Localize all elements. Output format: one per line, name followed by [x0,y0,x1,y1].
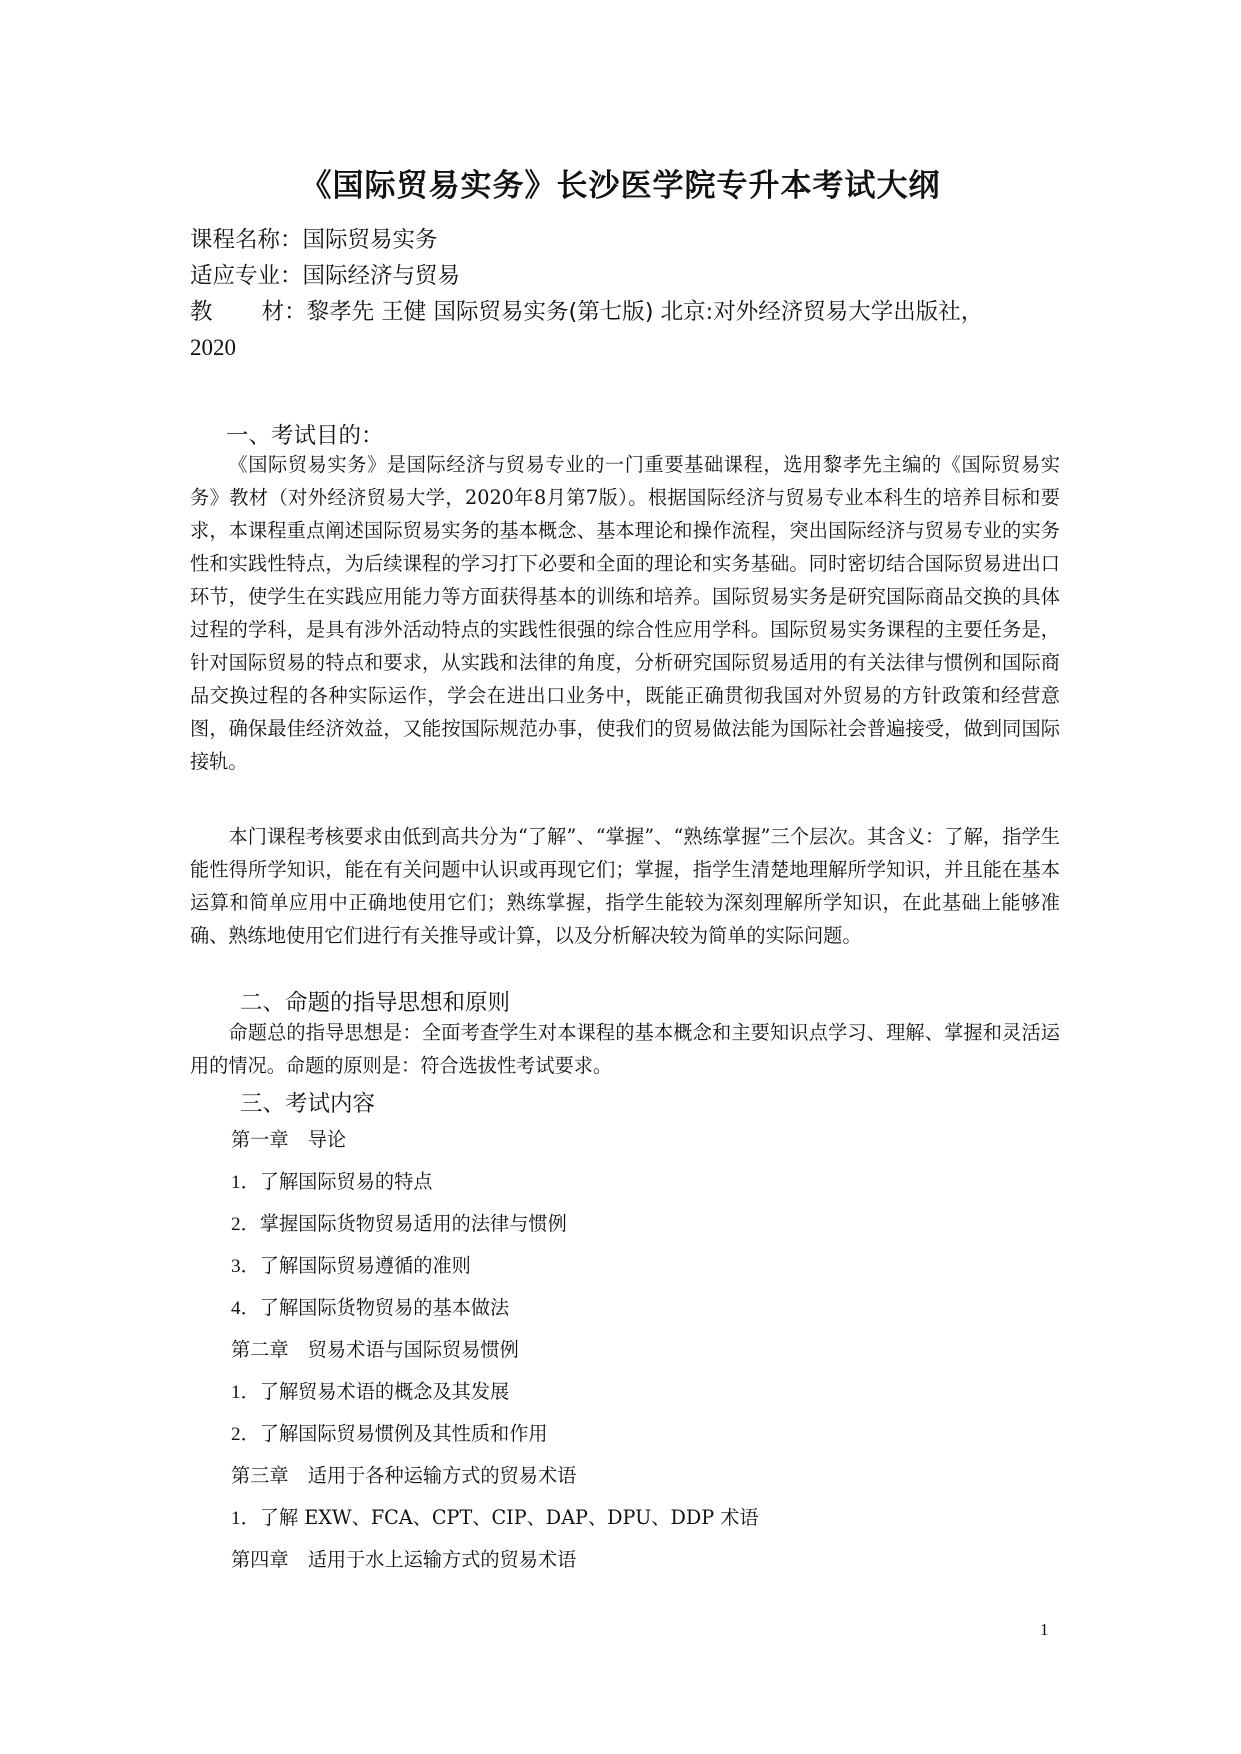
section-heading-content: 三、考试内容 [240,1091,376,1117]
list-item: 2．了解国际贸易惯例及其性质和作用 [231,1422,548,1445]
document-title: 《国际贸易实务》长沙医学院专升本考试大纲 [300,168,941,204]
list-item: 1．了解贸易术语的概念及其发展 [231,1380,510,1403]
major-label: 适应专业： [190,263,303,289]
list-item: 1．了解 EXW、FCA、CPT、CIP、DAP、DPU、DDP 术语 [231,1506,759,1529]
list-item: 1．了解国际贸易的特点 [231,1170,433,1193]
purpose-paragraph: 《国际贸易实务》是国际经济与贸易专业的一门重要基础课程，选用黎孝先主编的《国际贸易实务》教材（对外经济贸易大学，2020年8月第7版）。根据国际经济与贸易专业本科生的培养目标和要求，本课程重点阐述国际贸易实务的基本概念、基本理论和操作流程，突出国际经济与贸易专业的实务性和实践性特点，为后续课程的学习打下必要和全面的理论和实务基础。同时密切结合国际贸易进出口环节，使学生在实践应用能力等方面获得基本的训练和培养。国际贸易实务是研究国际商品交换的具体过程的学科，是具有涉外活动特点的实践性很强的综合性应用学科。国际贸易实务课程的主要任务是，针对国际贸易的特点和要求，从实践和法律的角度，分析研究国际贸易适用的有关法律与惯例和国际商品交换过程的各种实际运作，学会在进出口业务中，既能正确贯彻我国对外贸易的方针政策和经营意图，确保最佳经济效益，又能按国际规范办事，使我们的贸易做法能为国际社会普遍接受，做到同国际接轨。 [190,453,1060,773]
list-item: 3．了解国际贸易遵循的准则 [231,1254,471,1277]
list-item: 2．掌握国际货物贸易适用的法律与惯例 [231,1212,567,1235]
list-item: 4．了解国际货物贸易的基本做法 [231,1296,510,1319]
chapter-3-heading: 第三章 适用于各种运输方式的贸易术语 [231,1464,577,1487]
major-value: 国际经济与贸易 [302,263,461,289]
major-line [190,258,1090,294]
principles-paragraph: 命题总的指导思想是：全面考查学生对本课程的基本概念和主要知识点学习、理解、掌握和灵活运用的情况。命题的原则是：符合选拔性考试要求。 [190,1021,1060,1077]
textbook-value: 黎孝先 王健 国际贸易实务(第七版) 北京:对外经济贸易大学出版社， [306,299,984,325]
chapter-2-heading: 第二章 贸易术语与国际贸易惯例 [231,1338,519,1361]
textbook-label: 教 材： [190,299,307,325]
page-number: 1 [1040,1620,1049,1639]
course-meta [190,222,1090,366]
course-name-label: 课程名称： [190,227,303,253]
course-name-value: 国际贸易实务 [302,227,438,253]
assessment-levels-paragraph: 本门课程考核要求由低到高共分为“了解”、“掌握”、“熟练掌握”三个层次。其含义：了解，指学生能性得所学知识，能在有关问题中认识或再现它们；掌握，指学生清楚地理解所学知识，并且能在基本运算和简单应用中正确地使用它们；熟练掌握，指学生能较为深刻理解所学知识，在此基础上能够准确、熟练地使用它们进行有关推导或计算，以及分析解决较为简单的实际问题。 [190,825,1060,947]
chapter-4-heading: 第四章 适用于水上运输方式的贸易术语 [231,1548,577,1571]
textbook-line [190,294,1090,330]
section-heading-principles: 二、命题的指导思想和原则 [240,990,511,1016]
course-name-line [190,222,1090,258]
textbook-year: 2020 [190,335,236,360]
section-heading-purpose: 一、考试目的： [226,423,384,449]
chapter-1-heading: 第一章 导论 [231,1128,347,1151]
